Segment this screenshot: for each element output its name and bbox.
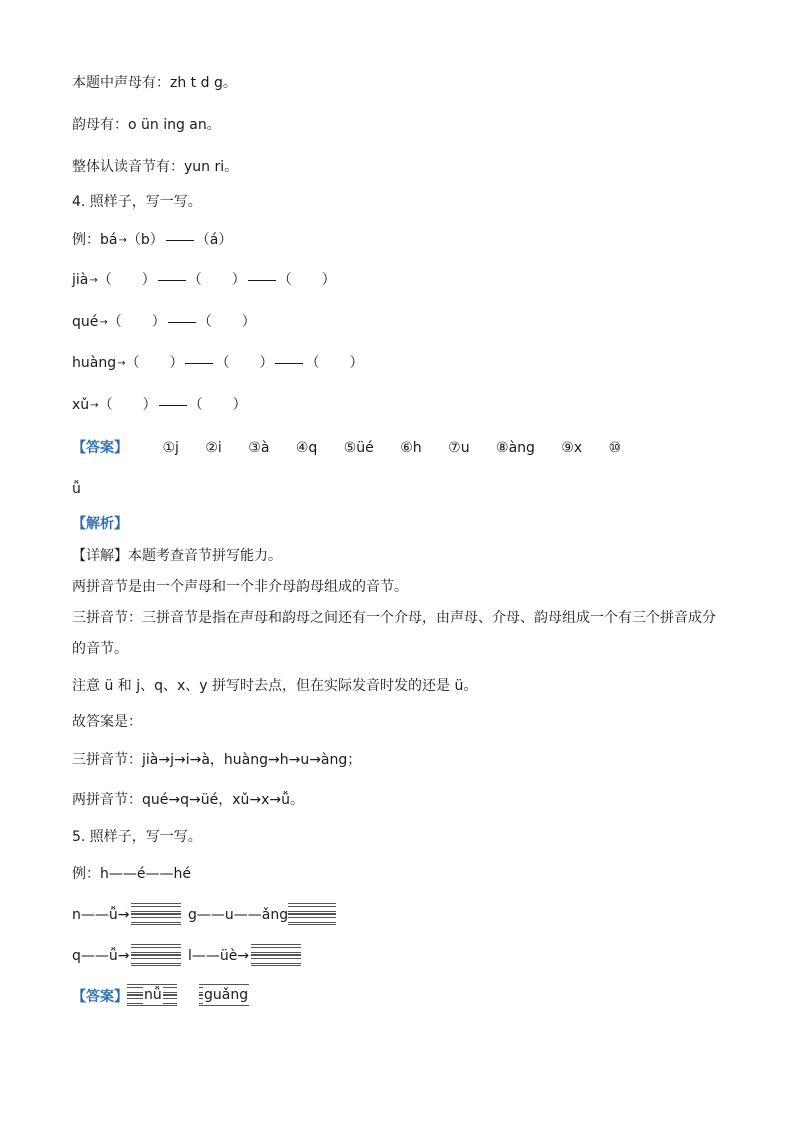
paren-close: ） <box>321 272 336 288</box>
paren-close: ） <box>232 397 247 413</box>
syllable-xu: xǔ <box>72 397 90 413</box>
explanation-p2: 三拼音节：三拼音节是指在声母和韵母之间还有一个介母，由声母、介母、韵母组成一个有三个拼音成分 <box>72 610 716 626</box>
explanation-p1: 两拼音节是由一个声母和一个非介母韵母组成的音节。 <box>72 579 408 595</box>
detail-tag: 【详解】 <box>72 548 128 564</box>
arrow-icon: → <box>117 358 123 369</box>
exercise-n-u: n——ǚ→ <box>72 907 130 923</box>
writing-lines[interactable] <box>131 944 181 955</box>
syllable-huang: huàng <box>72 355 117 371</box>
writing-lines[interactable] <box>251 944 301 955</box>
explanation-p6: 两拼音节：qué→q→üé，xǔ→x→ǚ。 <box>72 792 304 808</box>
paren-open: （ <box>125 355 140 371</box>
exercise-row-4 <box>72 396 247 416</box>
answer-item: ⑦u <box>448 440 470 456</box>
question-5-title: 5. 照样子，写一写。 <box>72 829 202 845</box>
explanation-p4: 故答案是： <box>72 714 142 730</box>
question-4-example <box>72 231 232 251</box>
syllable-que: qué <box>72 314 99 330</box>
finals-line: 韵母有：o ün ing an。 <box>72 117 221 133</box>
explanation-p3: 注意 ü 和 j、q、x、y 拼写时去点，但在实际发音时发的还是 ü。 <box>72 678 478 694</box>
example-consonant: （b） <box>126 232 164 248</box>
exercise-g-u-ang: g——u——ǎng <box>188 907 289 923</box>
answer-item: ⑧àng <box>496 440 535 456</box>
example-syllable: 例：bá <box>72 232 118 248</box>
exercise-l-ue: l——üè→ <box>188 948 250 964</box>
answer-item: ③à <box>248 440 270 456</box>
paren-open: （ <box>305 355 320 371</box>
question-5-example: 例：h——é——hé <box>72 866 191 882</box>
answer-item: ⑥h <box>400 440 422 456</box>
answer-item: ⑨x <box>561 440 583 456</box>
explanation-p5: 三拼音节：jià→j→i→à，huàng→h→u→àng； <box>72 752 362 768</box>
dash-line <box>248 280 276 281</box>
paren-open: （ <box>215 355 230 371</box>
question-4-title: 4. 照样子，写一写。 <box>72 194 202 210</box>
answer-nu: nǚ <box>144 987 162 1003</box>
dash-line <box>185 363 213 364</box>
writing-lines[interactable] <box>131 903 181 914</box>
answer-item: ⑩ <box>608 440 622 456</box>
detail-line <box>72 547 282 565</box>
arrow-icon: → <box>118 235 124 246</box>
answer-guang: guǎng <box>204 987 249 1003</box>
syllable-jia: jià <box>72 272 89 288</box>
writing-lines[interactable] <box>131 955 181 966</box>
arrow-icon: → <box>99 317 105 328</box>
example-final: （á） <box>195 232 233 248</box>
exercise-row-2 <box>72 313 256 333</box>
paren-close: ） <box>231 272 246 288</box>
answer-item: ②i <box>205 440 222 456</box>
paren-close: ） <box>169 355 184 371</box>
paren-close: ） <box>142 397 157 413</box>
consonants-line: 本题中声母有：zh t d g。 <box>72 75 237 91</box>
writing-lines[interactable] <box>251 955 301 966</box>
whole-syllables-line: 整体认读音节有：yun ri。 <box>72 159 239 175</box>
answer-item: ④q <box>295 440 318 456</box>
dash-line <box>168 322 196 323</box>
exercise-row-1 <box>72 271 336 291</box>
analysis-tag: 【解析】 <box>72 516 128 532</box>
paren-close: ） <box>141 272 156 288</box>
paren-close: ） <box>151 314 166 330</box>
answer-continuation: ǚ <box>72 481 81 497</box>
paren-open: （ <box>197 314 212 330</box>
detail-text: 本题考查音节拼写能力。 <box>128 548 282 564</box>
exercise-row-3 <box>72 354 363 374</box>
paren-open: （ <box>98 397 113 413</box>
writing-lines[interactable] <box>288 903 336 914</box>
paren-close: ） <box>241 314 256 330</box>
paren-open: （ <box>188 397 203 413</box>
answer-line-4 <box>72 439 621 457</box>
answer-item: ⑤üé <box>343 440 374 456</box>
dash-line <box>166 240 194 241</box>
paren-close: ） <box>349 355 364 371</box>
writing-lines[interactable] <box>288 914 336 925</box>
arrow-icon: → <box>89 275 95 286</box>
dash-line <box>158 280 186 281</box>
writing-lines[interactable] <box>131 914 181 925</box>
paren-open: （ <box>107 314 122 330</box>
arrow-icon: → <box>90 400 96 411</box>
answer-tag-5: 【答案】 <box>72 989 128 1005</box>
paren-open: （ <box>187 272 202 288</box>
paren-open: （ <box>97 272 112 288</box>
dash-line <box>159 405 187 406</box>
answer-item: ①j <box>162 440 179 456</box>
dash-line <box>275 363 303 364</box>
explanation-p2b: 的音节。 <box>72 641 128 657</box>
exercise-q-u: q——ǚ→ <box>72 948 130 964</box>
paren-open: （ <box>277 272 292 288</box>
answer-tag: 【答案】 <box>72 440 128 456</box>
paren-close: ） <box>259 355 274 371</box>
